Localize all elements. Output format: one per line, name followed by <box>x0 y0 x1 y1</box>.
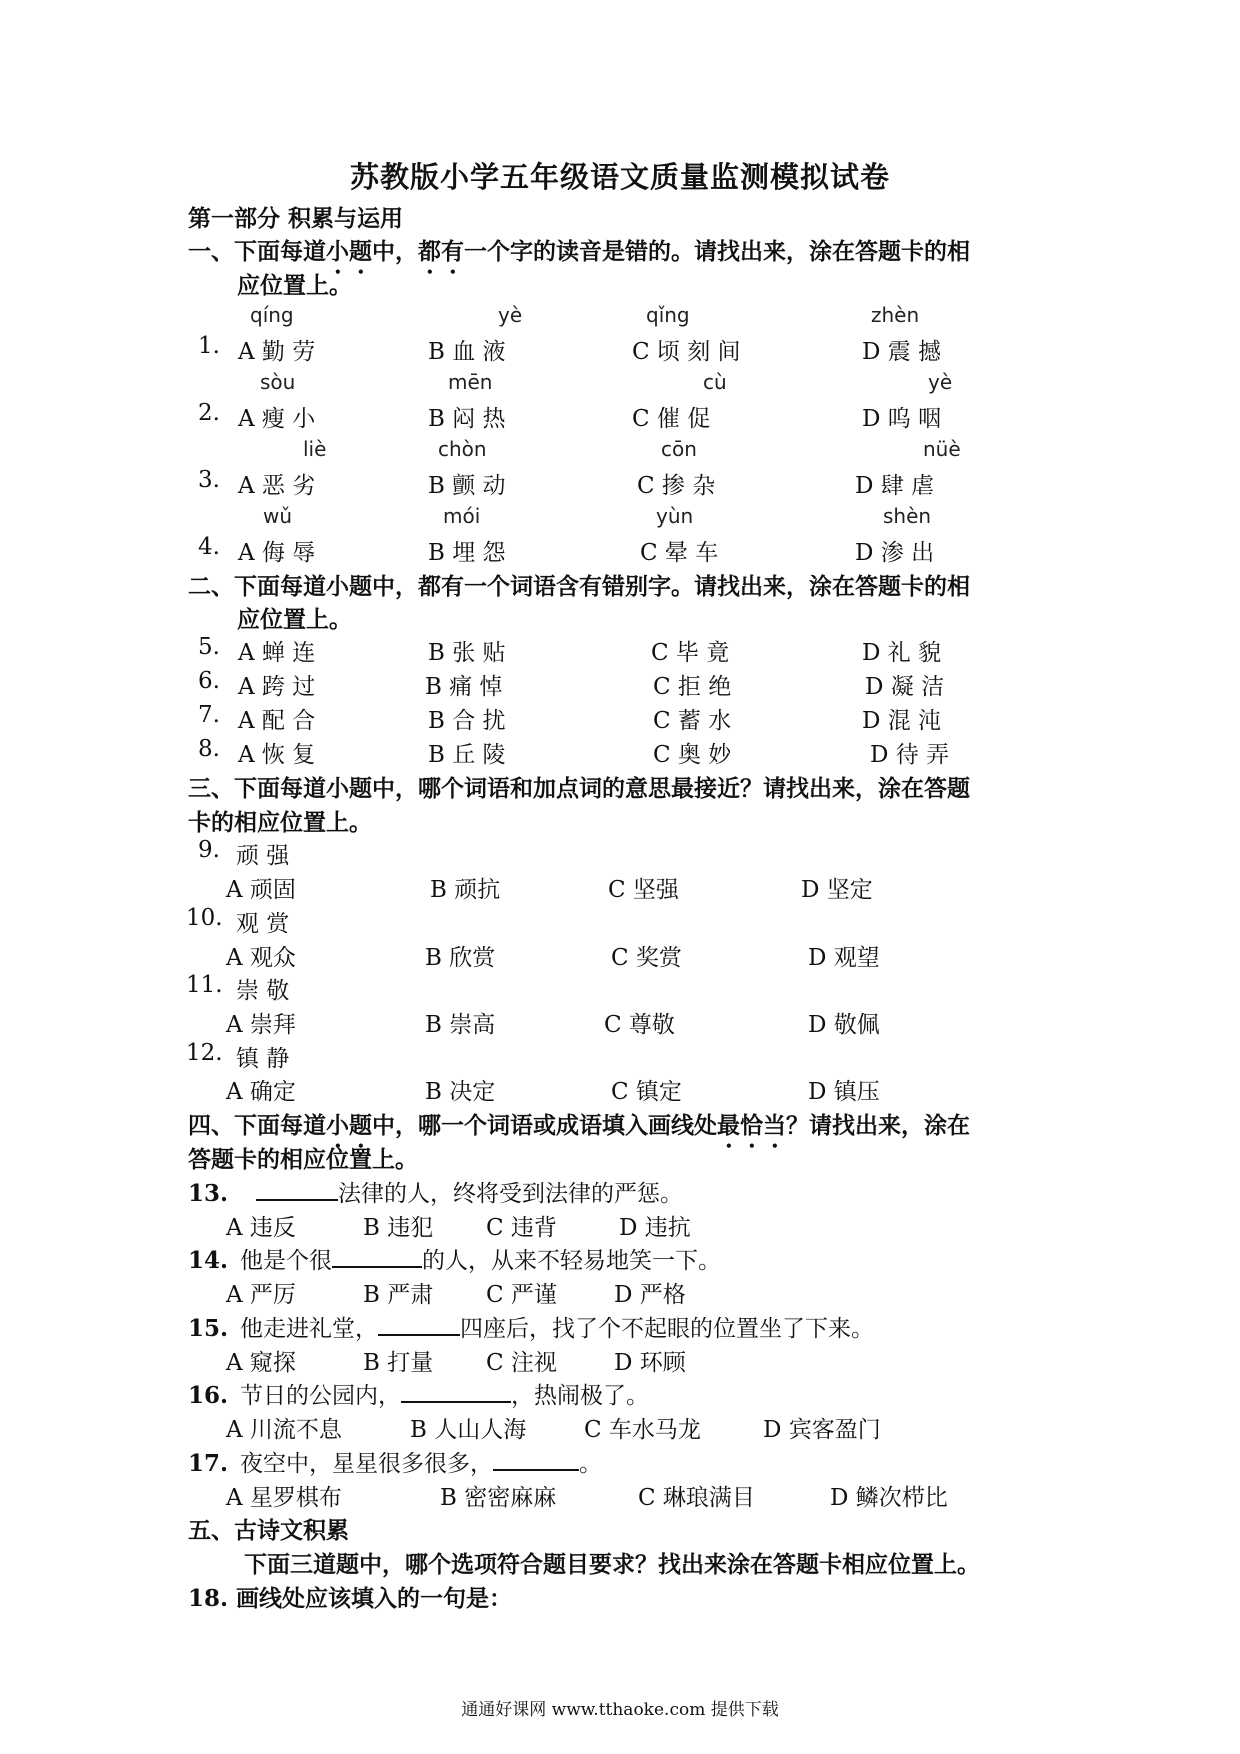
pinyin: zhèn <box>871 303 920 327</box>
target-word: 观 赏 <box>236 911 290 937</box>
dotted-text: 都有 <box>418 238 464 265</box>
option: B 人山人海 <box>410 1417 527 1443</box>
option: C 琳琅满目 <box>638 1485 755 1511</box>
question-number: 8. <box>198 736 220 762</box>
option: B 严肃 <box>363 1282 434 1308</box>
option: A 星罗棋布 <box>226 1485 342 1511</box>
option: C 掺 杂 <box>637 473 716 499</box>
section-3-instruction-line2: 卡的相应位置上。 <box>188 809 372 836</box>
option: A 配 合 <box>238 708 316 734</box>
part-one-heading: 第一部分 积累与运用 <box>188 205 404 232</box>
option: C 催 促 <box>632 406 711 432</box>
target-word: 镇 静 <box>236 1046 290 1072</box>
question-number: 10. <box>186 905 223 931</box>
section-5-instruction: 下面三道题中，哪个选项符合题目要求？找出来涂在答题卡相应位置上。 <box>244 1551 980 1578</box>
pinyin: wǔ <box>263 504 293 528</box>
answer-blank <box>401 1379 511 1403</box>
dotted-text: 小题 <box>326 1112 372 1139</box>
option: A 勤 劳 <box>238 339 316 365</box>
option: B 闷 热 <box>428 406 506 432</box>
option: D 渗 出 <box>855 540 935 566</box>
question-number: 11. <box>186 972 223 998</box>
pinyin: chòn <box>438 437 487 461</box>
pinyin: yè <box>498 303 523 327</box>
option: B 丘 陵 <box>428 742 506 768</box>
option: D 震 撼 <box>862 339 942 365</box>
question-text: 夜空中，星星很多很多， <box>240 1451 494 1477</box>
exam-title: 苏教版小学五年级语文质量监测模拟试卷 <box>349 160 890 194</box>
question-number: 2. <box>198 400 220 426</box>
option: C 严谨 <box>486 1282 557 1308</box>
option: C 晕 车 <box>640 540 719 566</box>
text: 中，哪一个词语或成语填入画线处 <box>372 1112 717 1139</box>
option: B 违犯 <box>363 1215 434 1241</box>
pinyin: yùn <box>656 504 694 528</box>
option: D 肆 虐 <box>855 473 935 499</box>
option: C 坚强 <box>608 877 679 903</box>
section-1-instruction-line2: 应位置上。 <box>237 272 352 299</box>
target-word: 顽 强 <box>236 843 290 869</box>
section-2-instruction-line1: 二、下面每道小题中，都有一个词语含有错别字。请找出来，涂在答题卡的相 <box>188 573 970 600</box>
option: B 欣赏 <box>425 945 496 971</box>
question-number: 17. <box>188 1450 229 1477</box>
text: ？请找出来，涂在 <box>786 1112 970 1139</box>
question-text: 法律的人，终将受到法律的严惩。 <box>338 1181 684 1207</box>
option: B 崇高 <box>425 1012 496 1038</box>
pinyin: qǐng <box>646 303 690 327</box>
pinyin: cōn <box>661 437 697 461</box>
option: B 密密麻麻 <box>440 1485 557 1511</box>
option: C 尊敬 <box>604 1012 675 1038</box>
answer-blank <box>493 1447 579 1471</box>
option: D 礼 貌 <box>862 640 942 666</box>
question-text: 他走进礼堂， <box>240 1316 379 1342</box>
fill-in-question <box>188 1377 649 1410</box>
option: C 毕 竟 <box>651 640 730 666</box>
text: 一、下面每道 <box>188 238 326 265</box>
target-word: 崇 敬 <box>236 978 290 1004</box>
pinyin: nüè <box>923 437 961 461</box>
option: A 川流不息 <box>226 1417 342 1443</box>
option: B 决定 <box>425 1079 496 1105</box>
option: D 呜 咽 <box>862 406 942 432</box>
question-number: 9. <box>198 837 220 863</box>
question-text: 节日的公园内， <box>240 1383 402 1409</box>
option: D 鳞次栉比 <box>830 1485 948 1511</box>
option: C 奥 妙 <box>653 742 732 768</box>
option: B 合 扰 <box>428 708 506 734</box>
question-18: 18. 画线处应该填入的一句是： <box>188 1585 513 1612</box>
option: A 观众 <box>226 945 296 971</box>
fill-in-question <box>188 1175 683 1208</box>
text: 中， <box>372 238 418 265</box>
option: D 严格 <box>614 1282 686 1308</box>
option: C 奖赏 <box>611 945 682 971</box>
pinyin: liè <box>303 437 327 461</box>
option: C 镇定 <box>611 1079 682 1105</box>
question-number: 7. <box>198 702 220 728</box>
pinyin: mēn <box>448 370 493 394</box>
option: A 跨 过 <box>238 674 316 700</box>
page-footer: 通通好课网 www.tthaoke.com 提供下载 <box>461 1700 779 1720</box>
section-3-instruction-line1: 三、下面每道小题中，哪个词语和加点词的意思最接近？请找出来，涂在答题 <box>188 775 970 802</box>
question-number: 14. <box>188 1247 229 1274</box>
dotted-text: 最恰当 <box>717 1112 786 1139</box>
option: D 待 弄 <box>870 742 950 768</box>
option: A 恶 劣 <box>238 473 316 499</box>
section-2-instruction-line2: 应位置上。 <box>237 606 352 633</box>
question-number: 3. <box>198 467 220 493</box>
pinyin: mói <box>443 504 481 528</box>
answer-blank <box>378 1312 460 1336</box>
option: C 蓄 水 <box>653 708 732 734</box>
option: D 宾客盈门 <box>763 1417 881 1443</box>
pinyin: cù <box>703 370 727 394</box>
pinyin: yè <box>928 370 953 394</box>
option: B 颤 动 <box>428 473 506 499</box>
question-number: 1. <box>198 333 220 359</box>
fill-in-question <box>188 1242 721 1275</box>
option: D 凝 洁 <box>865 674 945 700</box>
text: 四、下面每道 <box>188 1112 326 1139</box>
option: D 敬佩 <box>808 1012 880 1038</box>
option: B 血 液 <box>428 339 506 365</box>
option: A 违反 <box>226 1215 296 1241</box>
option: B 打量 <box>363 1350 434 1376</box>
question-text: 。 <box>579 1451 603 1477</box>
option: A 恢 复 <box>238 742 316 768</box>
option: D 混 沌 <box>862 708 942 734</box>
text: 一个字的读音是错的。请找出来，涂在答题卡的相 <box>464 238 970 265</box>
question-text: ，热闹极了。 <box>511 1383 650 1409</box>
option: B 痛 悼 <box>425 674 503 700</box>
option: C 车水马龙 <box>584 1417 701 1443</box>
option: A 崇拜 <box>226 1012 296 1038</box>
question-number: 4. <box>198 534 220 560</box>
pinyin: shèn <box>883 504 932 528</box>
question-text: 他是个很 <box>240 1248 333 1274</box>
question-number: 15. <box>188 1315 229 1342</box>
pinyin: qíng <box>250 303 294 327</box>
section-4-instruction-line2: 答题卡的相应位置上。 <box>188 1146 418 1173</box>
question-number: 13. <box>188 1180 229 1207</box>
option: A 确定 <box>226 1079 296 1105</box>
option: B 埋 怨 <box>428 540 506 566</box>
option: A 顽固 <box>226 877 296 903</box>
option: D 坚定 <box>801 877 873 903</box>
question-text: 的人，从来不轻易地笑一下。 <box>422 1248 722 1274</box>
answer-blank <box>332 1244 422 1268</box>
option: D 违抗 <box>619 1215 691 1241</box>
option: A 蝉 连 <box>238 640 316 666</box>
option: A 侮 辱 <box>238 540 316 566</box>
option: B 张 贴 <box>428 640 506 666</box>
option: B 顽抗 <box>430 877 501 903</box>
answer-blank <box>256 1177 338 1201</box>
question-number: 12. <box>186 1040 223 1066</box>
option: D 镇压 <box>808 1079 880 1105</box>
fill-in-question <box>188 1445 602 1478</box>
dotted-text: 小题 <box>326 238 372 265</box>
option: C 顷 刻 间 <box>632 339 741 365</box>
option: A 瘦 小 <box>238 406 316 432</box>
option: C 注视 <box>486 1350 557 1376</box>
question-text: 四座后，找了个不起眼的位置坐了下来。 <box>460 1316 875 1342</box>
fill-in-question <box>188 1310 874 1343</box>
option: C 违背 <box>486 1215 557 1241</box>
option: A 严厉 <box>226 1282 296 1308</box>
question-number: 5. <box>198 634 220 660</box>
pinyin: sòu <box>260 370 296 394</box>
option: D 环顾 <box>614 1350 686 1376</box>
option: A 窥探 <box>226 1350 296 1376</box>
option: D 观望 <box>808 945 880 971</box>
option: C 拒 绝 <box>653 674 732 700</box>
question-number: 6. <box>198 668 220 694</box>
question-number: 16. <box>188 1382 229 1409</box>
section-5-heading: 五、古诗文积累 <box>188 1517 349 1544</box>
